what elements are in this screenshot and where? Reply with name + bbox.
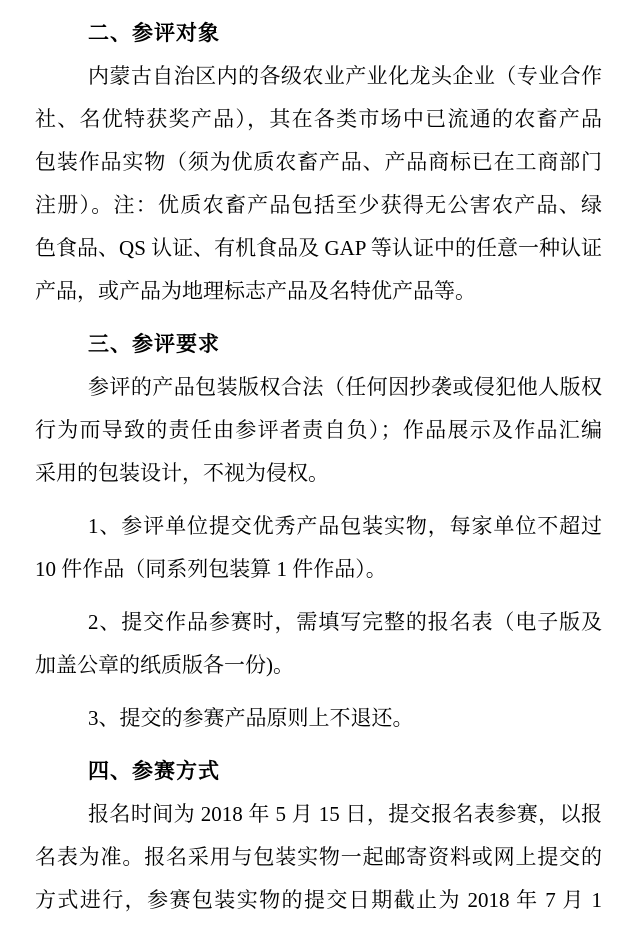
text-line: 3、提交的参赛产品原则上不退还。 [88, 706, 414, 730]
paragraph [35, 366, 602, 495]
text-line: 色食品、QS 认证、有机食品及 GAP 等认证中的任意一种认证 [35, 236, 602, 260]
section-heading: 二、参评对象 [88, 21, 220, 45]
text-line: 报名时间为 2018 年 5 月 15 日，提交报名表参赛，以报 [88, 802, 602, 826]
paragraph [35, 601, 602, 687]
text-line: 1、参评单位提交优秀产品包装实物，每家单位不超过 [88, 514, 602, 538]
paragraph [35, 505, 602, 591]
text-line: 行为而导致的责任由参评者责自负）；作品展示及作品汇编 [35, 418, 602, 442]
text-line: 内蒙古自治区内的各级农业产业化龙头企业（专业合作 [88, 64, 602, 88]
text-line: 产品，或产品为地理标志产品及名特优产品等。 [35, 279, 476, 303]
text-line: 社、名优特获奖产品），其在各类市场中已流通的农畜产品 [35, 107, 602, 131]
text-line: 参评的产品包装版权合法（任何因抄袭或侵犯他人版权 [88, 375, 602, 399]
text-line: 采用的包装设计，不视为侵权。 [35, 461, 329, 485]
paragraph [35, 793, 602, 922]
text-line: 注册）。注：优质农畜产品包括至少获得无公害农产品、绿 [35, 193, 602, 217]
section-heading: 三、参评要求 [88, 332, 220, 356]
text-line: 方式进行，参赛包装实物的提交日期截止为 2018 年 7 月 1 [35, 888, 602, 912]
text-line: 名表为准。报名采用与包装实物一起邮寄资料或网上提交的 [35, 845, 602, 869]
text-line: 10 件作品（同系列包装算 1 件作品）。 [35, 557, 387, 581]
paragraph [35, 697, 602, 740]
text-line: 加盖公章的纸质版各一份)。 [35, 653, 294, 677]
text-line: 包装作品实物（须为优质农畜产品、产品商标已在工商部门 [35, 150, 602, 174]
paragraph [35, 55, 602, 313]
section-heading: 四、参赛方式 [88, 759, 220, 783]
text-line: 2、提交作品参赛时，需填写完整的报名表（电子版及 [88, 610, 602, 634]
